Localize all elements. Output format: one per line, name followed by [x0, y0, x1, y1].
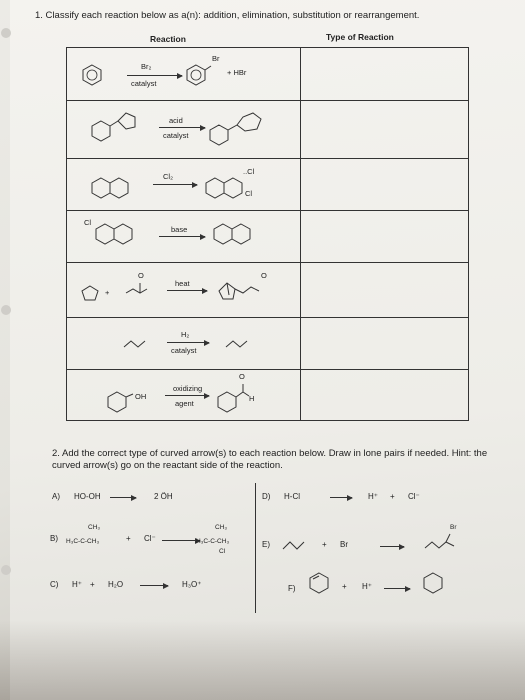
reagent-label: heat — [175, 279, 190, 288]
reaction-divider — [255, 483, 256, 613]
type-answer-cell[interactable] — [301, 370, 469, 421]
plus-sign: + — [90, 580, 95, 589]
question-1-prompt: 1. Classify each reaction below as a(n): addition, elimination, substitution or rearrangement. — [35, 10, 420, 21]
bromide-label: Br — [340, 540, 348, 549]
bicyclic-alkene-structure — [91, 177, 131, 199]
product-structure — [209, 109, 267, 149]
alkane-structure — [225, 338, 253, 350]
reagent-label: base — [171, 225, 188, 234]
plus-sign: + — [342, 582, 347, 591]
bromine-label: Br — [450, 524, 457, 531]
type-column-header: Type of Reaction — [326, 32, 394, 42]
reaction-c-proton: H⁺ — [72, 580, 82, 589]
reaction-f-proton: H⁺ — [362, 582, 372, 591]
reaction-arrow — [127, 75, 182, 76]
water-label: H₂O — [108, 580, 124, 589]
bromoalkane-structure — [424, 534, 460, 552]
reaction-d-letter: D) — [262, 492, 271, 501]
reaction-d-reactant: H-Cl — [284, 492, 300, 501]
reagent-label: Cl₂ — [163, 172, 173, 181]
cyclohexylmethanol-structure — [107, 390, 133, 414]
carbocation-label: H₃C-C-CH₃ — [66, 538, 100, 545]
chlorine-label: Cl — [84, 218, 92, 227]
type-answer-cell[interactable] — [301, 159, 469, 211]
condition-label: catalyst — [171, 346, 197, 355]
table-row — [67, 211, 469, 263]
reaction-arrow — [153, 184, 197, 185]
reaction-arrow — [110, 497, 136, 498]
bicyclic-ketone-structure — [215, 277, 263, 305]
reaction-arrow — [384, 588, 410, 589]
methyl-label: CH₃ — [215, 524, 228, 531]
bromobenzene-structure — [185, 64, 207, 86]
aldehyde-structure — [217, 384, 251, 414]
chlorine-label: ..Cl — [243, 167, 255, 176]
binder-hole — [1, 28, 11, 38]
reaction-b-letter: B) — [50, 534, 58, 543]
oxygen-label: O — [239, 372, 245, 381]
cyclopentadiene-structure — [81, 285, 99, 301]
chlorine-label: Cl — [219, 548, 226, 555]
cyclohexyl-cation-structure — [422, 572, 444, 594]
byproduct-label: + HBr — [227, 68, 247, 77]
dichloro-product-structure — [205, 177, 245, 199]
reaction-c-letter: C) — [50, 580, 59, 589]
hydroxyl-label: OH — [135, 392, 147, 401]
condition-label: agent — [175, 399, 194, 408]
reagent-label: H₂ — [181, 330, 190, 339]
plus-sign: + — [105, 288, 110, 297]
chlorine-label: Cl — [245, 189, 253, 198]
bicyclic-product-structure — [213, 223, 253, 245]
product-substituent-label: Br — [212, 54, 220, 63]
reagent-label: oxidizing — [173, 384, 203, 393]
reaction-table — [66, 47, 469, 421]
reaction-arrow — [167, 342, 209, 343]
alkene-structure — [282, 538, 310, 552]
reaction-column-header: Reaction — [150, 34, 186, 44]
reaction-a-reactant: HO-OH — [74, 492, 101, 501]
reaction-a-product: 2 ÖH — [154, 492, 173, 501]
chloride-label: Cl⁻ — [144, 534, 156, 543]
type-answer-cell[interactable] — [301, 318, 469, 370]
plus-sign: + — [390, 492, 395, 501]
chloro-bicyclic-structure — [95, 223, 135, 245]
table-row — [67, 370, 469, 421]
reaction-arrow — [140, 585, 168, 586]
hydronium-label: H₃O⁺ — [182, 580, 202, 589]
table-row — [67, 101, 469, 159]
type-answer-cell[interactable] — [301, 48, 469, 101]
table-row — [67, 159, 469, 211]
question-2-prompt: 2. Add the correct type of curved arrow(s) to each reaction below. Draw in lone pairs if needed. Hint: the curved arrow(s) go on the reactant side of the reaction. — [52, 448, 488, 471]
condition-label: catalyst — [163, 131, 189, 140]
ketone-structure — [125, 281, 155, 297]
plus-sign: + — [322, 540, 327, 549]
table-row — [67, 48, 469, 101]
reagent-label: acid — [169, 116, 183, 125]
type-answer-cell[interactable] — [301, 263, 469, 318]
reaction-arrow — [167, 290, 207, 291]
reaction-arrow — [159, 127, 205, 128]
oxygen-label: O — [261, 271, 267, 280]
reaction-d-chloride: Cl⁻ — [408, 492, 420, 501]
reaction-e-letter: E) — [262, 540, 270, 549]
reaction-arrow — [159, 236, 205, 237]
alkene-structure — [123, 338, 151, 350]
reaction-f-letter: F) — [288, 584, 296, 593]
benzene-structure — [81, 64, 103, 86]
chloroalkane-label: H₃C-C-CH₃ — [196, 538, 230, 545]
reactant-structure — [91, 109, 141, 145]
cyclohexene-structure — [308, 572, 330, 594]
reaction-a-letter: A) — [52, 492, 60, 501]
binder-hole — [1, 305, 11, 315]
plus-sign: + — [126, 534, 131, 543]
reaction-arrow — [380, 546, 404, 547]
table-row — [67, 263, 469, 318]
type-answer-cell[interactable] — [301, 101, 469, 159]
table-row — [67, 318, 469, 370]
page-shadow — [0, 620, 525, 700]
binder-hole — [1, 565, 11, 575]
hydrogen-label: H — [249, 394, 255, 403]
reagent-label: Br₂ — [141, 62, 152, 71]
reaction-d-proton: H⁺ — [368, 492, 378, 501]
methyl-label: CH₃ — [88, 524, 101, 531]
reaction-arrow — [330, 497, 352, 498]
oxygen-label: O — [138, 271, 144, 280]
type-answer-cell[interactable] — [301, 211, 469, 263]
condition-label: catalyst — [131, 79, 157, 88]
reaction-arrow — [165, 395, 209, 396]
reaction-arrow — [162, 540, 200, 541]
